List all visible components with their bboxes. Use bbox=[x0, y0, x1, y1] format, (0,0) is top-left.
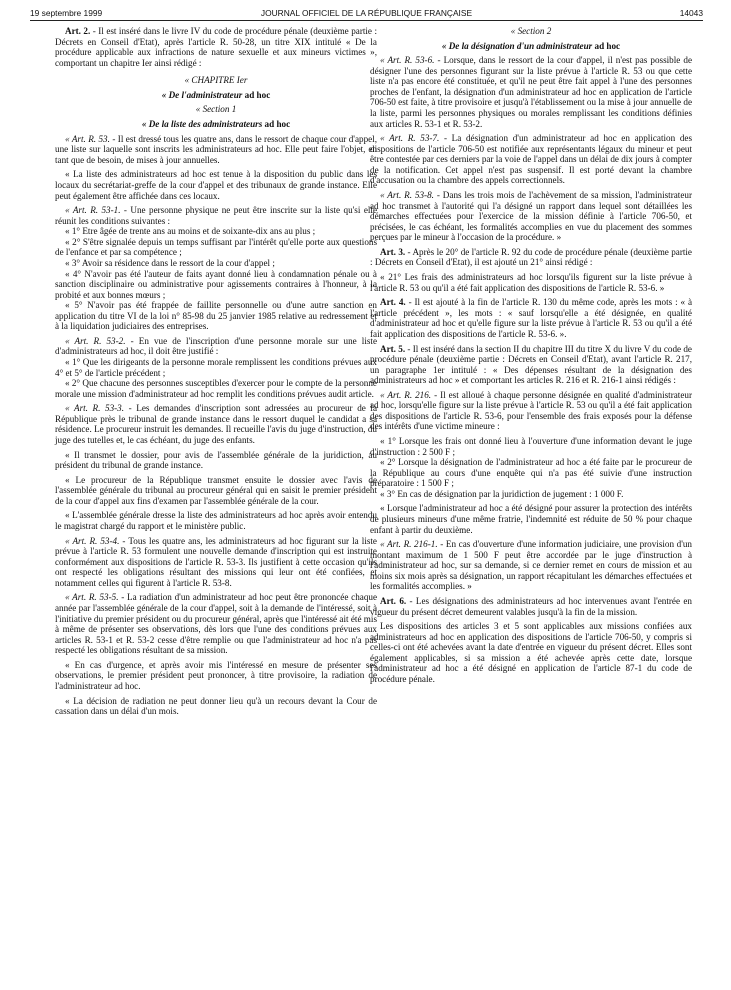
art-r53-6: « Art. R. 53-6. - Lorsque, dans le ressort de la cour d'appel, il n'est pas possible de désigner l'une des personnes figurant sur la liste prévue à l'article R. 53 ou que cette liste n'a pas encore été constituée, et qu'il ne peut être fait appel à l'une des personnes proches de l'enfant, la désignation d'un administrateur ad hoc en application de l'article 706-50 est faite, à titre provisoire et jusqu'à l'établissement ou la mise à jour annuelle de la liste, parmi les personnes physiques ou morales remplissant les conditions définies aux articles R. 53-1 et R. 53-2. bbox=[370, 55, 693, 129]
art-r53-2-item-2: « 2° Que chacune des personnes susceptibles d'exercer pour le compte de la personne morale une mission d'administrateur ad hoc remplit les conditions prévues audit article. bbox=[55, 378, 377, 399]
right-column bbox=[370, 26, 692, 689]
section-2-heading: « Section 2 bbox=[510, 26, 552, 36]
art-r216-para-2: « Lorsque l'administrateur ad hoc a été désigné pour assurer la protection des intérêts de plusieurs mineurs d'une même fratrie, l'indemnité est réduite de 50 % pour chaque enfant à partir du deuxième. bbox=[370, 503, 692, 535]
section-1-title: « De la liste des administrateurs ad hoc bbox=[141, 119, 291, 130]
article-5: Art. 5. - Il est inséré dans la section II du chapitre III du titre X du livre V du code de procédure pénale (deuxième partie : Décrets en Conseil d'Etat), avant l'article R. 217, un paragraphe 1er intitulé : « Des dépenses résultant de la désignation des administrateurs ad hoc » et comportant les articles R. 216 et R. 216-1 ainsi rédigés : bbox=[370, 343, 692, 386]
art-r53-3-para-2: « Il transmet le dossier, pour avis de l'assemblée générale de la juridiction, au président du tribunal de grande instance. bbox=[55, 449, 377, 471]
page-number: 14043 bbox=[679, 8, 703, 18]
art-r53-2-item-1: « 1° Que les dirigeants de la personne morale remplissent les conditions prévues aux 4° et 5° de l'article précédent ; bbox=[55, 356, 377, 378]
header-rule bbox=[30, 20, 703, 21]
art-r53-2: « Art. R. 53-2. - En vue de l'inscription d'une personne morale sur une liste d'administrateurs ad hoc, il doit être justifié : bbox=[55, 335, 377, 357]
art-r53-1-item-2: « 2° S'être signalée depuis un temps suffisant par l'intérêt qu'elle porte aux questions de l'enfance et par sa compétence ; bbox=[55, 236, 377, 258]
article-6-para-2: Les dispositions des articles 3 et 5 sont applicables aux missions confiées aux administrateurs ad hoc en application des dispositions de l'article 706-50, y compris si celles-ci ont été achevées avant la date d'entrée en vigueur du présent décret. Elles sont également applicables, si sa mission a été achevée après cette date, lorsque l'administrateur ad hoc a été désigné en application de l'article 87-1 du code de procédure pénale. bbox=[370, 621, 692, 684]
article-6: Art. 6. - Les désignations des administrateurs ad hoc intervenues avant l'entrée en vigueur du présent décret demeurent valables jusqu'à la fin de la mission. bbox=[370, 596, 692, 617]
article-2: Art. 2. - Il est inséré dans le livre IV du code de procédure pénale (deuxième partie : Décrets en Conseil d'Etat), après l'article R. 50-28, un titre XIX intitulé « De la procédure applicable aux infractions de nature sexuelle et aux mineurs victimes », comportant un chapitre Ier ainsi rédigé : bbox=[55, 26, 377, 68]
art-r53-3-para-4: « L'assemblée générale dresse la liste des administrateurs ad hoc après avoir entendu le magistrat chargé du rapport et le ministère public. bbox=[55, 510, 377, 531]
art-r53-7: « Art. R. 53-7. - La désignation d'un administrateur ad hoc en application des dispositions de l'article 706-50 est notifiée aux représentants légaux du mineur et peut être contestée par ces derniers par la voie de l'appel dans un délai de dix jours à compter de la notification. Cet appel n'est pas suspensif. Il est porté devant la chambre d'accusation ou la chambre des appels correctionnels. bbox=[370, 133, 693, 186]
art-r53-1-item-3: « 3° Avoir sa résidence dans le ressort de la cour d'appel ; bbox=[65, 257, 275, 268]
art-r53-3: « Art. R. 53-3. - Les demandes d'inscription sont adressées au procureur de la République près le tribunal de grande instance dans le ressort duquel le candidat a sa résidence. Le procureur instruit les demandes. Il recueille l'avis du juge d'instruction, du juge des tutelles et, le cas échéant, du juge des enfants. bbox=[55, 403, 377, 445]
art-r53-5-para-2: « En cas d'urgence, et après avoir mis l'intéressé en mesure de présenter ses observations, le premier président peut prononcer, à titre provisoire, la radiation de l'administrateur ad hoc. bbox=[55, 659, 377, 691]
art-r53: « Art. R. 53. - Il est dressé tous les quatre ans, dans le ressort de chaque cour d'appel, une liste sur laquelle sont inscrits les administrateurs ad hoc. Elle peut faire l'objet, en tant que de besoin, de mises à jour annuelles. bbox=[55, 133, 377, 165]
art-r53-1-item-4: « 4° N'avoir pas été l'auteur de faits ayant donné lieu à condamnation pénale ou à sanction disciplinaire ou administrative pour agissements contraires à l'honneur, à la probité et aux bonnes mœurs ; bbox=[55, 268, 377, 300]
chapitre-title: « De l'administrateur ad hoc bbox=[161, 89, 271, 100]
art-r53-1-item-5: « 5° N'avoir pas été frappée de faillite personnelle ou d'une autre sanction en application du titre VI de la loi n° 85-98 du 25 janvier 1985 relative au redressement et à la liquidation judiciaires des entreprises. bbox=[55, 300, 377, 332]
art-r216-item-2: « 2° Lorsque la désignation de l'administrateur ad hoc a été faite par le procureur de la République au cours d'une enquête qui n'a pas été suivie d'une instruction préparatoire : 1 500 F ; bbox=[370, 457, 692, 489]
issue-date: 19 septembre 1999 bbox=[30, 8, 103, 18]
art-r53-1: « Art. R. 53-1. - Une personne physique ne peut être inscrite sur la liste qu'si elle réunit les conditions suivantes : bbox=[55, 205, 377, 226]
page-header bbox=[30, 2, 703, 20]
art-r216-item-3: « 3° En cas de désignation par la juridiction de jugement : 1 000 F. bbox=[380, 488, 624, 499]
art-r216-1: « Art. R. 216-1. - En cas d'ouverture d'une information judiciaire, une provision d'un montant maximum de 1 500 F peut être accordée par le juge d'instruction à l'administrateur ad hoc, sur sa demande, si ce dernier remet en cours de mission et au moins six mois après sa désignation, un rapport récapitulant les démarches effectuées et les formalités accomplies. » bbox=[370, 539, 692, 592]
art-r53-4: « Art. R. 53-4. - Tous les quatre ans, les administrateurs ad hoc figurant sur la liste prévue à l'article R. 53 formulent une nouvelle demande d'inscription qui est instruite conformément aux dispositions de l'article R. 53-3. Ils justifient à cette occasion qu'ils ont respecté les obligations résultant des missions qui leur ont été confiées, et notamment celles qui figurent à l'article R. 53-8. bbox=[55, 535, 377, 588]
section-2-title: « De la désignation d'un administrateur ad hoc bbox=[441, 40, 621, 51]
section-1-heading: « Section 1 bbox=[195, 104, 237, 115]
art-r53-5: « Art. R. 53-5. - La radiation d'un administrateur ad hoc peut être prononcée chaque année par l'assemblée générale de la cour d'appel, soit à la demande de l'intéressé, soit à l'initiative du premier président ou du procureur général, après que l'intéressé ait été mis à même de présenter ses observations, dès lors que l'une des conditions prévues aux articles R. 53-1 et R. 53-2 cesse d'être remplie ou que l'administrateur ad hoc n'a pas respecté les obligations résultant de sa mission. bbox=[55, 592, 377, 656]
article-4: Art. 4. - Il est ajouté à la fin de l'article R. 130 du même code, après les mots : « à l'article précédent », les mots : « sauf lorsqu'elle a été désignée, en qualité d'administrateur ad hoc et qu'elle figure sur la liste prévue à l'article R. 53 ou qu'il a été fait application des dispositions de l'article R. 53-6. ». bbox=[370, 297, 692, 339]
art-r53-1-item-1: « 1° Etre âgée de trente ans au moins et de soixante-dix ans au plus ; bbox=[65, 226, 316, 237]
art-r216: « Art. R. 216. - Il est alloué à chaque personne désignée en qualité d'administrateur ad hoc, lorsqu'elle figure sur la liste prévue à l'article R. 53 ou qu'il a été fait application des dispositions de l'article R. 53-6, pour l'ensemble des frais exposés pour la défense des intérêts d'une victime mineure : bbox=[370, 389, 692, 432]
article-3-para-2: « 21° Les frais des administrateurs ad hoc lorsqu'ils figurent sur la liste prévue à l'article R. 53 ou qu'il a été fait application des dispositions de l'article R. 53-6. » bbox=[370, 272, 692, 293]
journal-title: JOURNAL OFFICIEL DE LA RÉPUBLIQUE FRANÇAISE bbox=[260, 8, 473, 18]
art-r53-8: « Art. R. 53-8. - Dans les trois mois de l'achèvement de sa mission, l'administrateur ad hoc transmet à l'autorité qui l'a désigné un rapport dans lequel sont détaillées les démarches effectuées pour l'exercice de la mission définie à l'article 706-50, et précisées, le cas échéant, les formalités accomplies en vue du placement des sommes perçues par le mineur à l'occasion de la procédure. » bbox=[370, 190, 692, 243]
article-3: Art. 3. - Après le 20° de l'article R. 92 du code de procédure pénale (deuxième partie : Décrets en Conseil d'Etat), il est ajouté un 21° ainsi rédigé : bbox=[370, 246, 692, 268]
art-r53-3-para-3: « Le procureur de la République transmet ensuite le dossier avec l'avis de l'assemblée générale du tribunal au procureur général qui en saisit le premier président de la cour d'appel aux fins d'examen par l'assemblée générale de la cour. bbox=[55, 474, 377, 506]
chapitre-heading: « CHAPITRE Ier bbox=[184, 75, 248, 86]
left-column bbox=[55, 26, 377, 721]
art-r53-5-para-3: « La décision de radiation ne peut donner lieu qu'à un recours devant la Cour de cassation dans un délai d'un mois. bbox=[55, 695, 377, 717]
art-r53-para: « La liste des administrateurs ad hoc est tenue à la disposition du public dans les locaux du secrétariat-greffe de la cour d'appel et des tribunaux de grande instance. Elle peut également être affichée dans ces locaux. bbox=[55, 169, 377, 201]
art-r216-item-1: « 1° Lorsque les frais ont donné lieu à l'ouverture d'une information devant le juge d'instruction : 2 500 F ; bbox=[370, 436, 692, 457]
